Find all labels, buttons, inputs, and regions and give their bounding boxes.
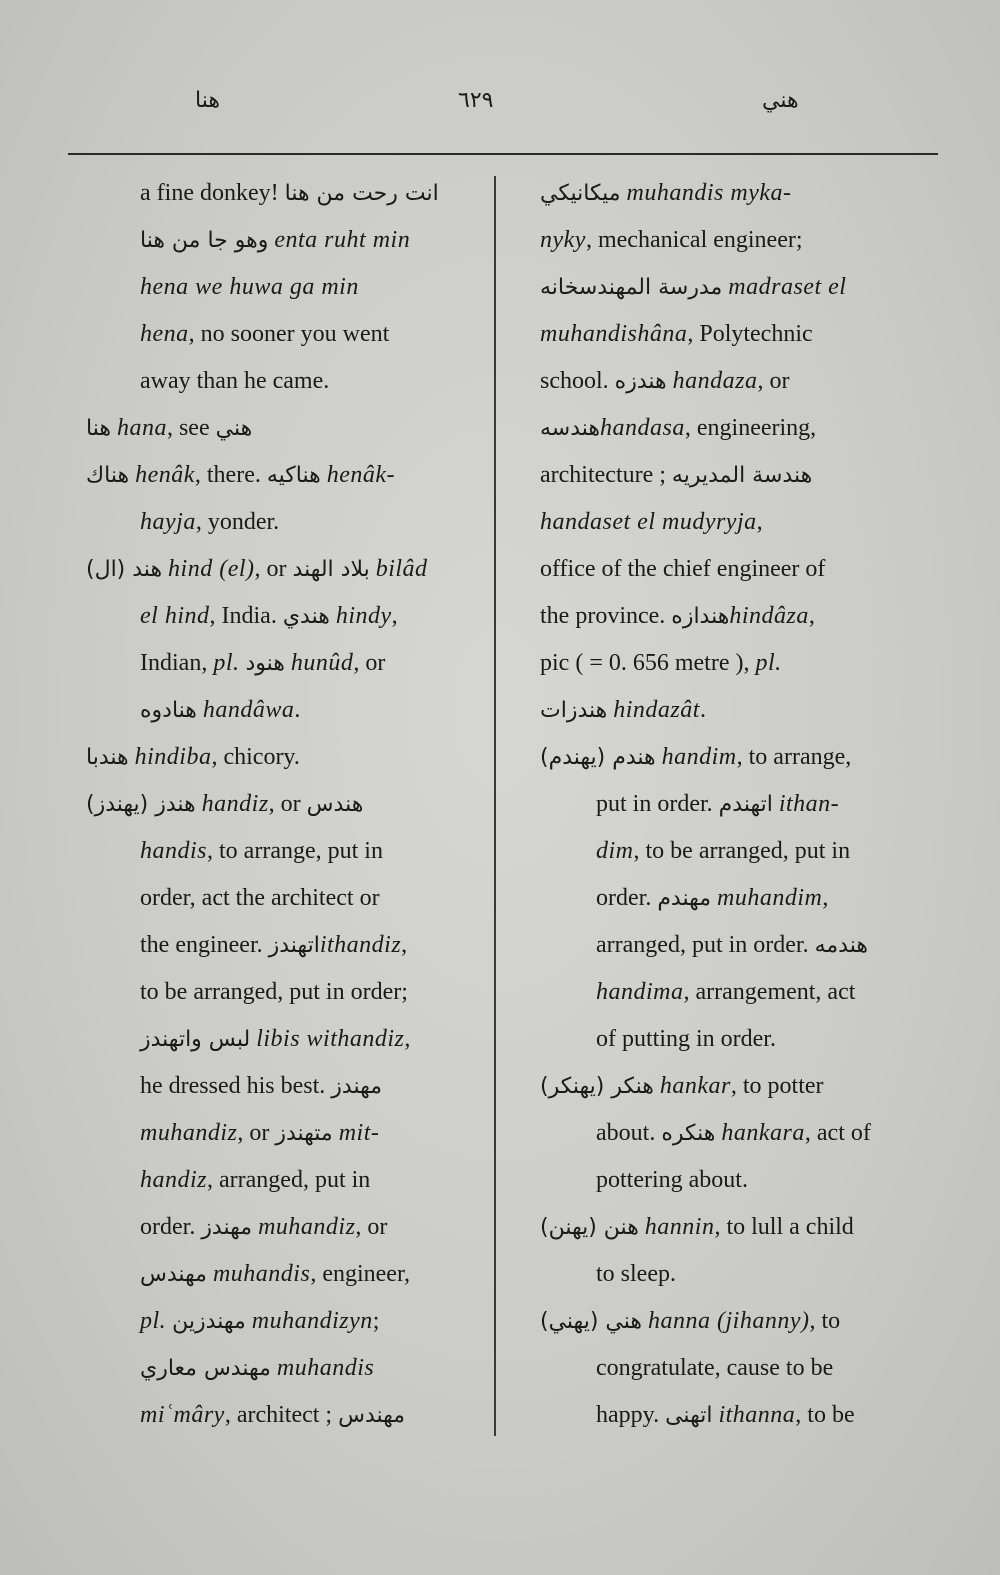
english-text: , engineering, [684,415,817,441]
english-text: happy. [596,1402,666,1428]
dictionary-line [540,1110,945,1157]
transliteration-text: handim [661,744,737,770]
dictionary-line [86,828,488,875]
arabic-text: ميكانيكي [540,181,621,206]
english-text: , or [355,1214,388,1240]
english-text: , to be arranged, put in [633,838,851,864]
transliteration-text: handâwa [202,697,295,723]
transliteration-text: hena [140,321,189,347]
english-text: to be arranged, put in order; [140,979,408,1005]
transliteration-text: handima [596,979,684,1005]
arabic-text: هندز (يهندز) [86,792,196,817]
english-text: ; [372,1308,380,1334]
transliteration-text: handaza [672,368,758,394]
transliteration-text: muhandishâna [540,321,688,347]
english-text: , or [254,556,293,582]
column-divider [494,176,496,1436]
dictionary-line [86,358,488,405]
dictionary-line [86,1251,488,1298]
transliteration-text: handiz [201,791,269,817]
arabic-text: انت رحت من هنا [284,181,439,206]
english-text: , act of [804,1120,871,1146]
dictionary-line [540,687,945,734]
english-text: , mechanical engineer; [585,227,803,253]
transliteration-text: hindazât [613,697,700,723]
right-column [540,170,945,1439]
transliteration-text: bilâd [375,556,428,582]
english-text: , to potter [730,1073,824,1099]
transliteration-text: pl. [755,650,782,676]
english-text: congratulate, cause to be [596,1355,834,1381]
dictionary-line [540,264,945,311]
transliteration-text: muhandis myka- [626,180,792,206]
transliteration-text: hunûd [290,650,354,676]
transliteration-text: hayja [140,509,196,535]
dictionary-line [540,593,945,640]
arabic-text: مهندز [331,1074,383,1099]
transliteration-text: ithanna [718,1402,796,1428]
transliteration-text: muhandiz [258,1214,356,1240]
english-text: , Polytechnic [687,321,813,347]
dictionary-line [540,358,945,405]
dictionary-line [540,1298,945,1345]
dictionary-line [86,546,488,593]
dictionary-line [540,546,945,593]
arabic-text: هند (ال) [86,557,163,582]
english-text: , to arrange, put in [207,838,383,864]
dictionary-line [86,405,488,452]
dictionary-line [540,170,945,217]
english-text: . [699,697,706,723]
english-text: school. [540,368,615,394]
dictionary-line [86,217,488,264]
dictionary-line [540,452,945,499]
dictionary-line [540,405,945,452]
arabic-text: اتهندز [268,933,320,958]
arabic-text: هندزات [540,698,608,723]
arabic-text: هندزه [614,369,667,394]
header-rule [68,153,938,155]
arabic-text: مهندس معاري [140,1356,271,1381]
transliteration-text: hannin [644,1214,715,1240]
transliteration-text: hindy [335,603,392,629]
transliteration-text: hindiba [134,744,212,770]
english-text: the province. [540,603,672,629]
english-text: , India. [209,603,283,629]
english-text: he dressed his best. [140,1073,332,1099]
dictionary-line [86,1298,488,1345]
page-number: ٦٢٩ [458,88,494,113]
dictionary-line [86,1345,488,1392]
dictionary-line [86,1016,488,1063]
dictionary-line [86,781,488,828]
english-text: away than he came. [140,368,330,394]
dictionary-line [540,1016,945,1063]
dictionary-line [86,687,488,734]
english-text: , see [166,415,216,441]
transliteration-text: handaset el mudyryja [540,509,757,535]
arabic-text: هنادوه [140,698,197,723]
transliteration-text: handasa [600,415,685,441]
arabic-text: بلاد الهند [292,557,370,582]
dictionary-line [540,1204,945,1251]
arabic-text: هندبا [86,745,129,770]
english-text: , [401,932,408,958]
english-text: , [404,1026,411,1052]
transliteration-text: henâk- [326,462,396,488]
dictionary-line [86,499,488,546]
english-text: , to lull a child [714,1214,854,1240]
dictionary-line [540,922,945,969]
transliteration-text: hana [116,415,167,441]
transliteration-text: dim [596,838,634,864]
arabic-text: هندم (يهندم) [540,745,656,770]
english-text: , arrangement, act [683,979,856,1005]
header-left-word: هنا [195,88,220,113]
english-text: architecture ; [540,462,672,488]
arabic-text: هني [215,416,253,441]
transliteration-text: hena we huwa ga min [140,274,359,300]
transliteration-text: muhandiz [140,1120,238,1146]
transliteration-text: hankara [721,1120,805,1146]
english-text: , chicory. [211,744,300,770]
arabic-text: متهندز [275,1121,333,1146]
transliteration-text: miʿmâry [140,1402,225,1428]
arabic-text: هناك [86,463,130,488]
english-text: , to [809,1308,841,1334]
arabic-text: وهو جا من هنا [140,228,269,253]
arabic-text: هندسه [540,416,601,441]
arabic-text: هندازه [671,604,730,629]
page-header [0,88,1000,138]
transliteration-text: handiz [140,1167,208,1193]
dictionary-line [540,1157,945,1204]
english-text: , to be [795,1402,855,1428]
english-text: to sleep. [596,1261,676,1287]
english-text: , [391,603,398,629]
dictionary-line [86,922,488,969]
dictionary-line [86,452,488,499]
transliteration-text: enta ruht min [274,227,411,253]
english-text: , [822,885,829,911]
header-right-word: هني [762,88,799,113]
dictionary-line [540,875,945,922]
english-text: order, act the architect or [140,885,380,911]
english-text: , or [353,650,386,676]
english-text: . [294,697,301,723]
english-text: order. [596,885,658,911]
dictionary-line [86,1110,488,1157]
transliteration-text: pl. [213,650,240,676]
english-text: put in order. [596,791,719,817]
transliteration-text: ithan- [778,791,840,817]
transliteration-text: hindâza [729,603,809,629]
transliteration-text: muhandis [276,1355,375,1381]
transliteration-text: muhandim [717,885,823,911]
arabic-text: هندسة المديريه [671,463,813,488]
english-text: , engineer, [310,1261,410,1287]
arabic-text: هني (يهني) [540,1309,642,1334]
english-text: , [756,509,763,535]
transliteration-text: handis [140,838,208,864]
dictionary-line [86,875,488,922]
english-text: order. [140,1214,202,1240]
arabic-text: لبس واتهندز [140,1027,251,1052]
transliteration-text: nyky [540,227,586,253]
dictionary-line [86,264,488,311]
dictionary-line [540,1063,945,1110]
arabic-text: هناكيه [266,463,321,488]
english-text: , no sooner you went [188,321,390,347]
arabic-text: مهندس [338,1403,406,1428]
dictionary-line [540,734,945,781]
english-text: about. [596,1120,662,1146]
english-text: pottering about. [596,1167,748,1193]
transliteration-text: hanna (jihanny) [647,1308,810,1334]
transliteration-text: hind (el) [168,556,255,582]
dictionary-line [540,781,945,828]
arabic-text: مهندز [201,1215,253,1240]
arabic-text: هندي [282,604,330,629]
arabic-text: هندس [306,792,364,817]
dictionary-line [86,734,488,781]
transliteration-text: muhandis [212,1261,311,1287]
arabic-text: مدرسة المهندسخانه [540,275,723,300]
english-text: , or [757,368,790,394]
english-text: , arranged, put in [207,1167,371,1193]
arabic-text: هنكر (يهنكر) [540,1074,654,1099]
dictionary-line [86,593,488,640]
arabic-text: هنكره [661,1121,716,1146]
dictionary-line [540,1251,945,1298]
dictionary-line [86,170,488,217]
dictionary-line [86,1204,488,1251]
dictionary-line [86,1157,488,1204]
dictionary-line [540,217,945,264]
dictionary-line [540,640,945,687]
english-text: , or [237,1120,276,1146]
transliteration-text: henâk [135,462,195,488]
arabic-text: هنود [245,651,285,676]
arabic-text: اتهندم [718,792,773,817]
dictionary-line [540,499,945,546]
transliteration-text: hankar [659,1073,731,1099]
dictionary-line [86,311,488,358]
dictionary-line [540,1392,945,1439]
arabic-text: هنا [86,416,111,441]
dictionary-line [540,1345,945,1392]
english-text: arranged, put in order. [596,932,815,958]
dictionary-line [86,1392,488,1439]
dictionary-line [540,828,945,875]
english-text: , yonder. [195,509,280,535]
english-text: pic ( = 0. 656 metre ), [540,650,756,676]
transliteration-text: mit- [338,1120,380,1146]
arabic-text: هنن (يهنن) [540,1215,639,1240]
english-text: , there. [194,462,267,488]
arabic-text: مهندس [140,1262,207,1287]
english-text: , to arrange, [736,744,852,770]
dictionary-line [86,640,488,687]
transliteration-text: libis withandiz [256,1026,405,1052]
dictionary-line [540,969,945,1016]
arabic-text: اتهنى [665,1403,713,1428]
english-text: , [808,603,815,629]
arabic-text: مهندم [657,886,712,911]
transliteration-text: el hind [140,603,210,629]
dictionary-line [86,969,488,1016]
transliteration-text: ithandiz [319,932,402,958]
transliteration-text: muhandizyn [251,1308,373,1334]
english-text: Indian, [140,650,214,676]
transliteration-text: pl. [140,1308,167,1334]
english-text: a fine donkey! [140,180,285,206]
left-column [86,170,488,1439]
english-text: the engineer. [140,932,269,958]
arabic-text: مهندزين [172,1309,246,1334]
transliteration-text: madraset el [728,274,847,300]
english-text: , or [268,791,307,817]
english-text: office of the chief engineer of [540,556,826,582]
dictionary-line [86,1063,488,1110]
arabic-text: هندمه [814,933,868,958]
english-text: of putting in order. [596,1026,776,1052]
dictionary-line [540,311,945,358]
english-text: , architect ; [224,1402,339,1428]
